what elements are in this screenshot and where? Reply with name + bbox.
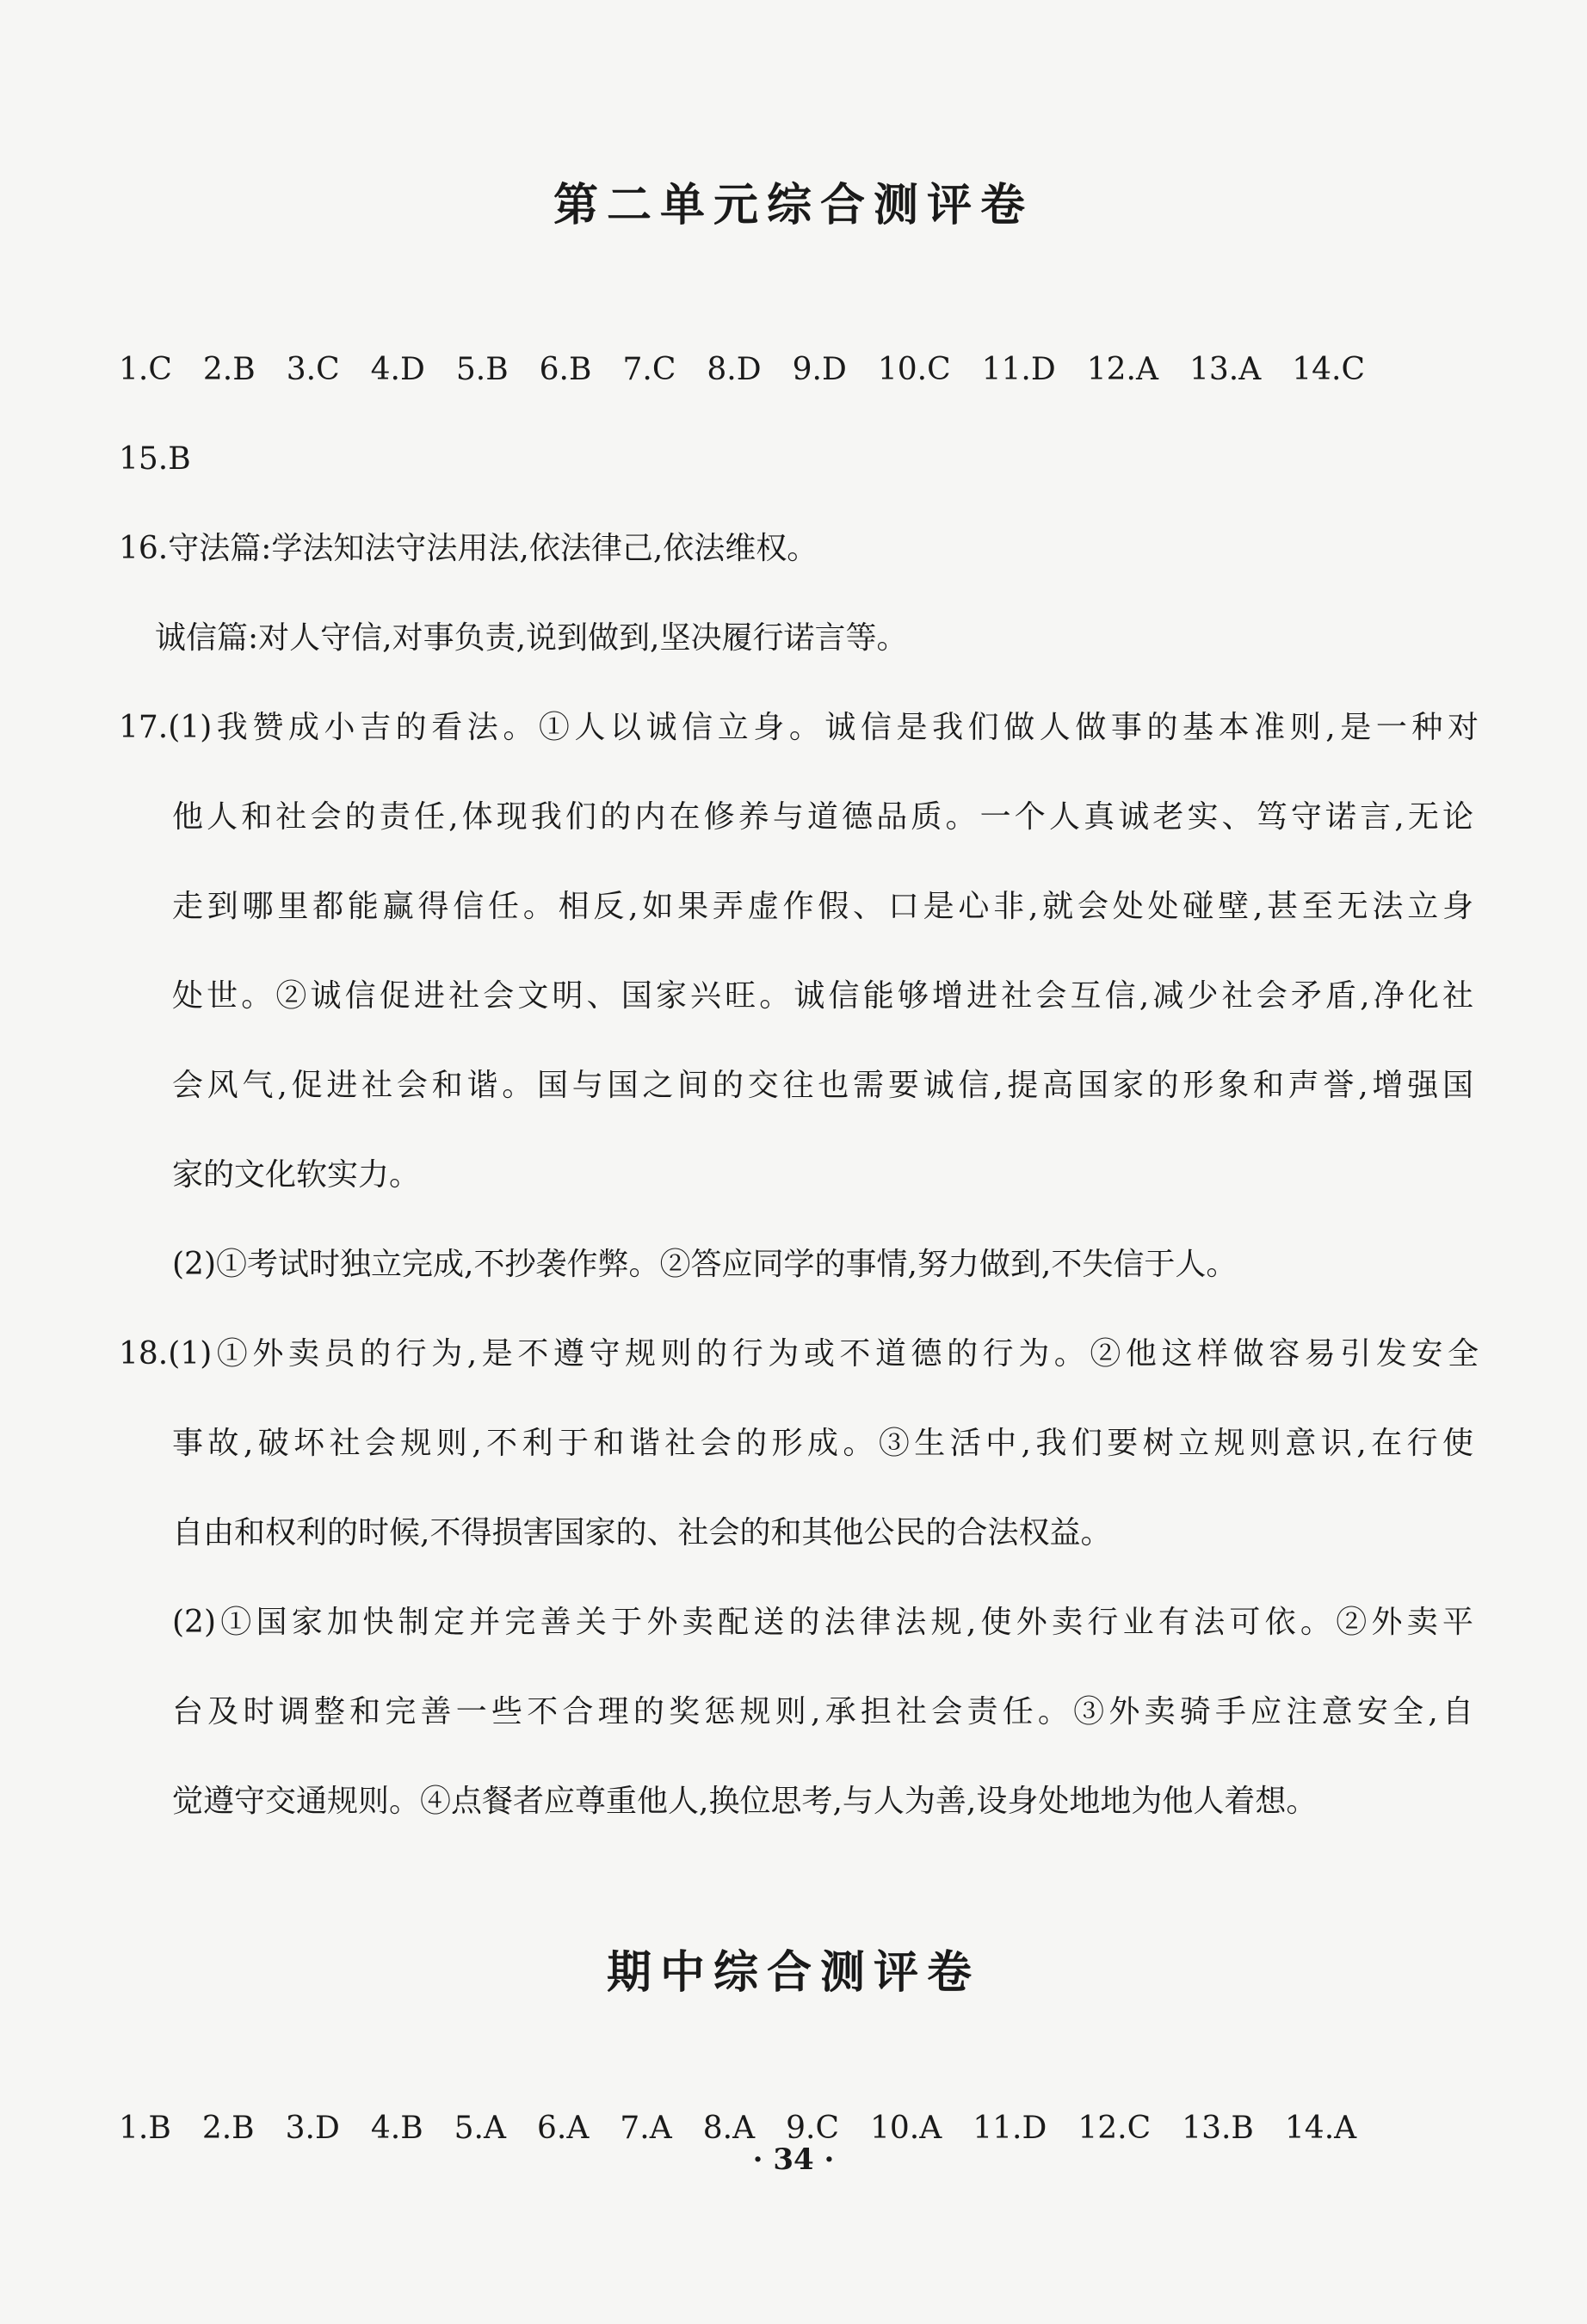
- q17-p1-line: 17.(1)我赞成小吉的看法。①人以诚信立身。诚信是我们做人做事的基本准则,是一种对: [119, 710, 1479, 745]
- answer-item: 6.A: [537, 2111, 590, 2146]
- q17-p1-line: 处世。②诚信促进社会文明、国家兴旺。诚信能够增进社会互信,减少社会矛盾,净化社: [172, 978, 1473, 1014]
- midterm-title: 期中综合测评卷: [606, 1947, 980, 1999]
- q18-p1-line: 自由和权利的时候,不得损害国家的、社会的和其他公民的合法权益。: [172, 1515, 1112, 1550]
- answer-item: 5.B: [455, 352, 509, 387]
- answer-item: 1.B: [119, 2111, 171, 2146]
- answer-item: 2.B: [202, 352, 256, 387]
- answer-item: 10.A: [870, 2111, 942, 2146]
- answer-item: 14.C: [1292, 352, 1366, 387]
- unit2-title: 第二单元综合测评卷: [553, 180, 1034, 231]
- q16-line2: 诚信篇:对人守信,对事负责,说到做到,坚决履行诺言等。: [155, 620, 908, 656]
- answer-item: 13.B: [1182, 2111, 1254, 2146]
- answer-item: 1.C: [119, 352, 172, 387]
- q18-p1-line: 18.(1)①外卖员的行为,是不遵守规则的行为或不道德的行为。②他这样做容易引发安全: [119, 1336, 1479, 1372]
- page-number: · 34 ·: [752, 2142, 835, 2177]
- answer-item: 8.A: [702, 2111, 756, 2146]
- answer-item: 11.D: [981, 352, 1056, 387]
- q17-p1-line: 他人和社会的责任,体现我们的内在修养与道德品质。一个人真诚老实、笃守诺言,无论: [172, 799, 1473, 835]
- q18-p2-line: 台及时调整和完善一些不合理的奖惩规则,承担社会责任。③外卖骑手应注意安全,自: [172, 1694, 1473, 1729]
- answer-item: 15.B: [119, 441, 191, 477]
- q17-p1-line: 会风气,促进社会和谐。国与国之间的交往也需要诚信,提高国家的形象和声誉,增强国: [172, 1068, 1473, 1103]
- answer-item: 9.D: [792, 352, 847, 387]
- q17-p1-line: 走到哪里都能赢得信任。相反,如果弄虚作假、口是心非,就会处处碰壁,甚至无法立身: [172, 889, 1473, 924]
- answer-item: 4.B: [370, 2111, 423, 2146]
- answer-item: 7.C: [622, 352, 676, 387]
- q17-p2: (2)①考试时独立完成,不抄袭作弊。②答应同学的事情,努力做到,不失信于人。: [172, 1247, 1238, 1282]
- unit2-answers-line2: [119, 441, 1479, 478]
- q18-p1-line: 事故,破坏社会规则,不利于和谐社会的形成。③生活中,我们要树立规则意识,在行使: [172, 1426, 1473, 1461]
- answer-item: 13.A: [1189, 352, 1262, 387]
- answer-item: 6.B: [539, 352, 592, 387]
- answer-item: 3.D: [285, 2111, 340, 2146]
- answer-item: 7.A: [620, 2111, 672, 2146]
- answer-item: 5.A: [454, 2111, 507, 2146]
- answer-item: 4.D: [370, 352, 425, 387]
- q16-line1: 16.守法篇:学法知法守法用法,依法律己,依法维权。: [119, 531, 818, 566]
- answer-item: 12.A: [1086, 352, 1158, 387]
- answer-item: 11.D: [973, 2111, 1047, 2146]
- answer-item: 10.C: [877, 352, 951, 387]
- q17-p1-line: 家的文化软实力。: [172, 1157, 421, 1193]
- unit2-answers-line1: [119, 351, 1479, 389]
- answer-item: 3.C: [286, 352, 340, 387]
- q18-p2-line: 觉遵守交通规则。④点餐者应尊重他人,换位思考,与人为善,设身处地地为他人着想。: [172, 1784, 1318, 1819]
- answer-item: 14.A: [1284, 2111, 1357, 2146]
- answer-item: 2.B: [201, 2111, 255, 2146]
- answer-item: 12.C: [1078, 2111, 1152, 2146]
- answer-item: 8.D: [707, 352, 762, 387]
- answer-item: 9.C: [786, 2111, 839, 2146]
- q18-p2-line: (2)①国家加快制定并完善关于外卖配送的法律法规,使外卖行业有法可依。②外卖平: [172, 1605, 1473, 1640]
